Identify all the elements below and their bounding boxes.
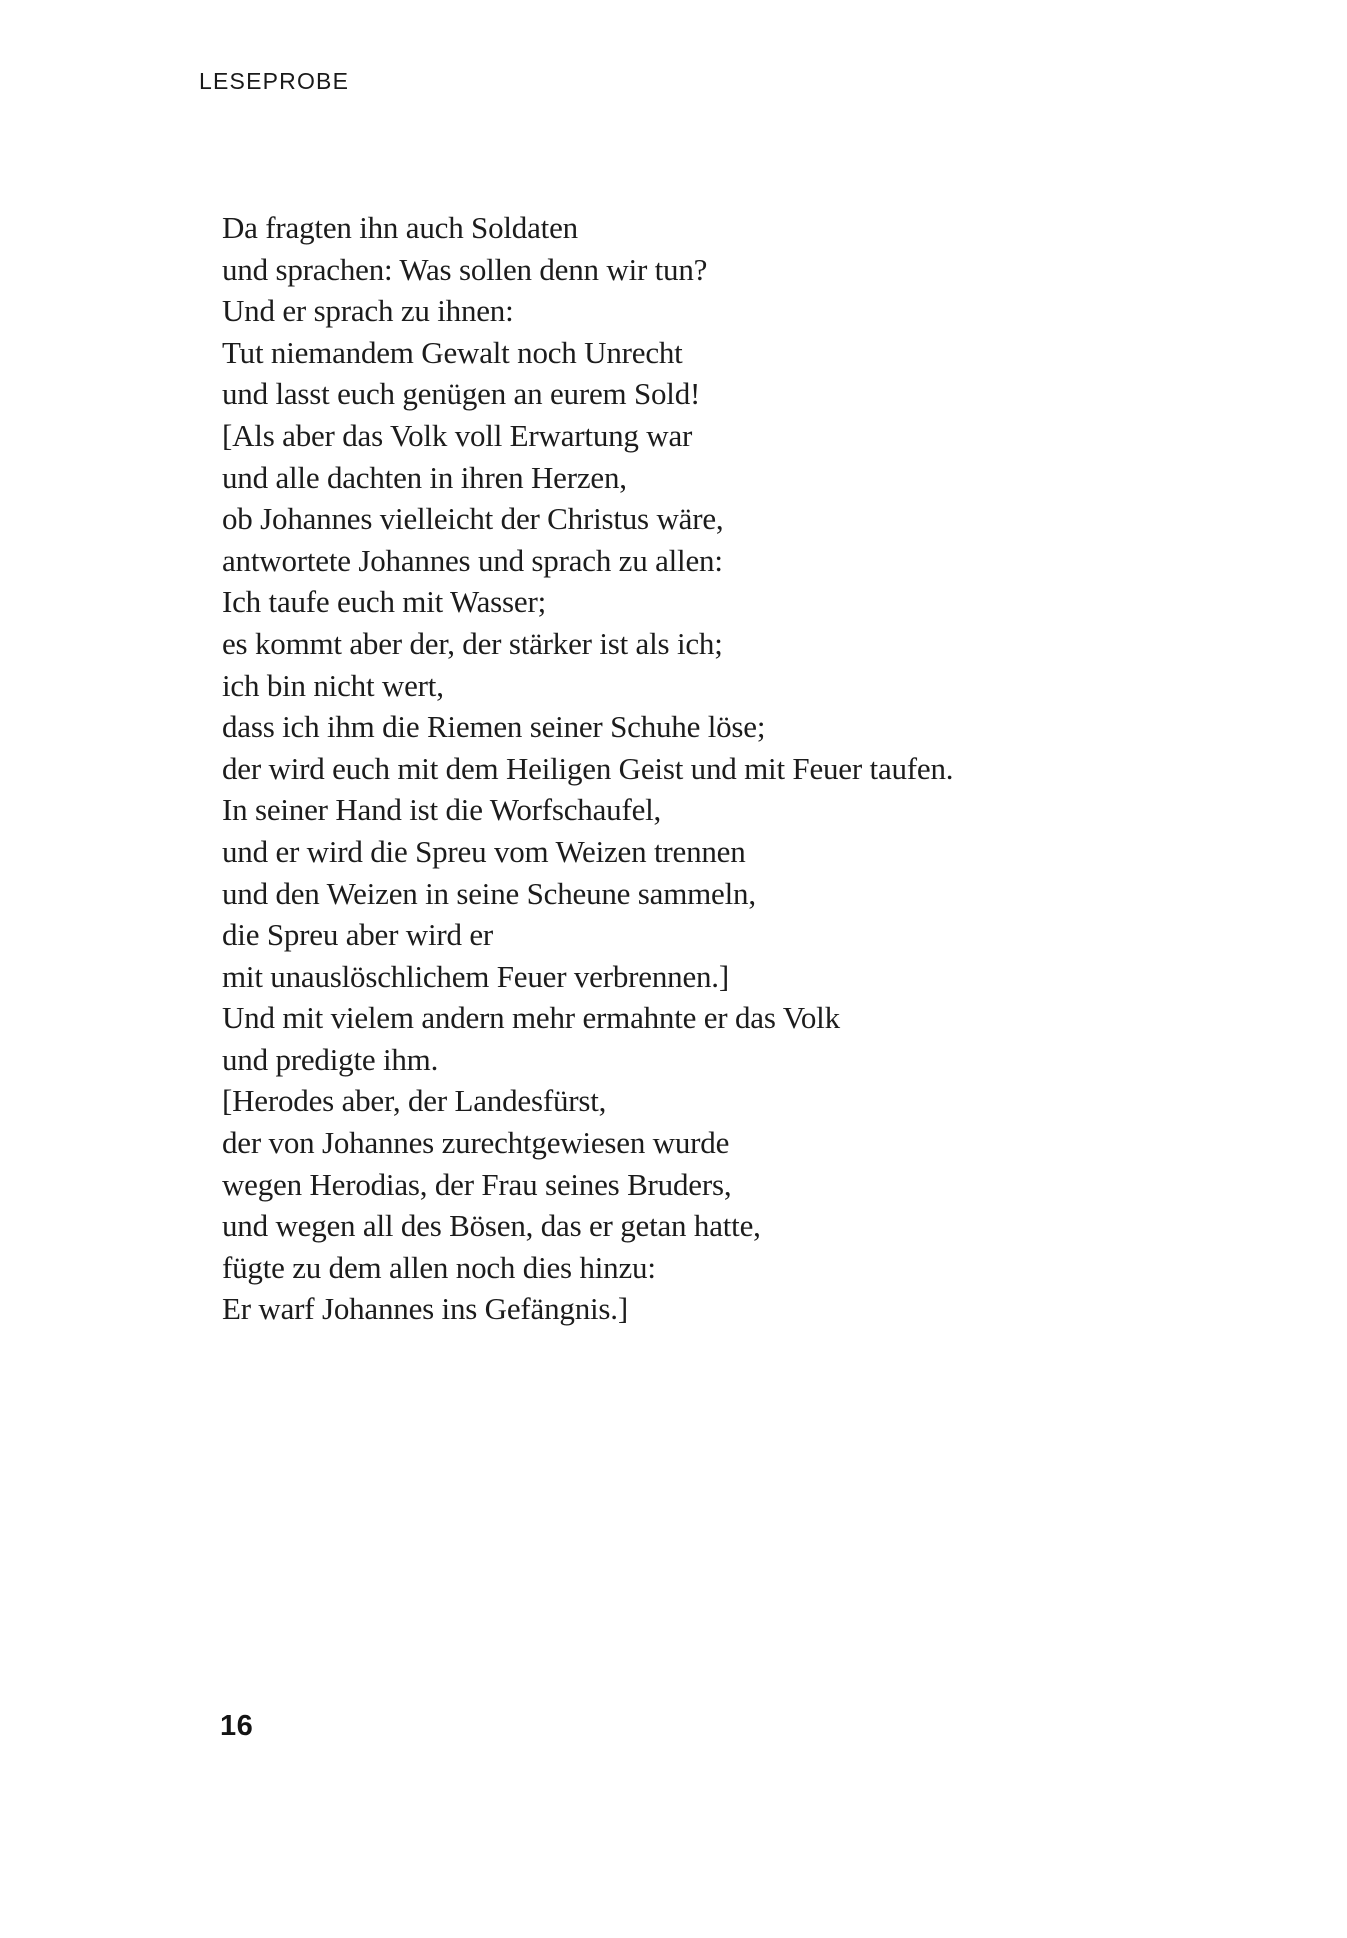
poem-line: ich bin nicht wert, (222, 667, 444, 703)
poem-text-block (222, 207, 1222, 1330)
poem-line: die Spreu aber wird er (222, 917, 494, 953)
poem-line: Und er sprach zu ihnen: (222, 293, 514, 329)
poem-line: fügte zu dem allen noch dies hinzu: (222, 1249, 656, 1285)
poem-line: Ich taufe euch mit Wasser; (222, 584, 546, 620)
poem-line: Da fragten ihn auch Soldaten (222, 210, 578, 245)
poem-line: [Als aber das Volk voll Erwartung war (222, 417, 693, 453)
poem-line: und den Weizen in seine Scheune sammeln, (222, 875, 756, 911)
poem-line: In seiner Hand ist die Worfschaufel, (222, 792, 662, 828)
poem-line: und alle dachten in ihren Herzen, (222, 459, 627, 495)
poem-line: Tut niemandem Gewalt noch Unrecht (222, 334, 683, 370)
page-header-label: LESEPROBE (199, 68, 350, 94)
poem-line: Und mit vielem andern mehr ermahnte er das Volk (222, 1000, 840, 1036)
poem-line: der wird euch mit dem Heiligen Geist und mit Feuer taufen. (222, 750, 954, 786)
poem-line: und predigte ihm. (222, 1041, 439, 1077)
poem-line: ob Johannes vielleicht der Christus wäre, (222, 501, 724, 537)
poem-line: [Herodes aber, der Landesfürst, (222, 1083, 607, 1119)
poem-line: Er warf Johannes ins Gefängnis.] (222, 1291, 628, 1327)
poem-line: dass ich ihm die Riemen seiner Schuhe löse; (222, 709, 766, 745)
poem-line: mit unauslöschlichem Feuer verbrennen.] (222, 958, 729, 994)
page-number: 16 (220, 1710, 254, 1742)
poem-line: es kommt aber der, der stärker ist als ich; (222, 625, 723, 661)
poem-line: und sprachen: Was sollen denn wir tun? (222, 251, 708, 287)
poem-line: und er wird die Spreu vom Weizen trennen (222, 833, 746, 869)
poem-line: und wegen all des Bösen, das er getan hatte, (222, 1208, 761, 1244)
poem-line: antwortete Johannes und sprach zu allen: (222, 542, 723, 578)
poem-line: und lasst euch genügen an eurem Sold! (222, 376, 701, 412)
poem-line: der von Johannes zurechtgewiesen wurde (222, 1125, 730, 1161)
poem-line: wegen Herodias, der Frau seines Bruders, (222, 1166, 732, 1202)
